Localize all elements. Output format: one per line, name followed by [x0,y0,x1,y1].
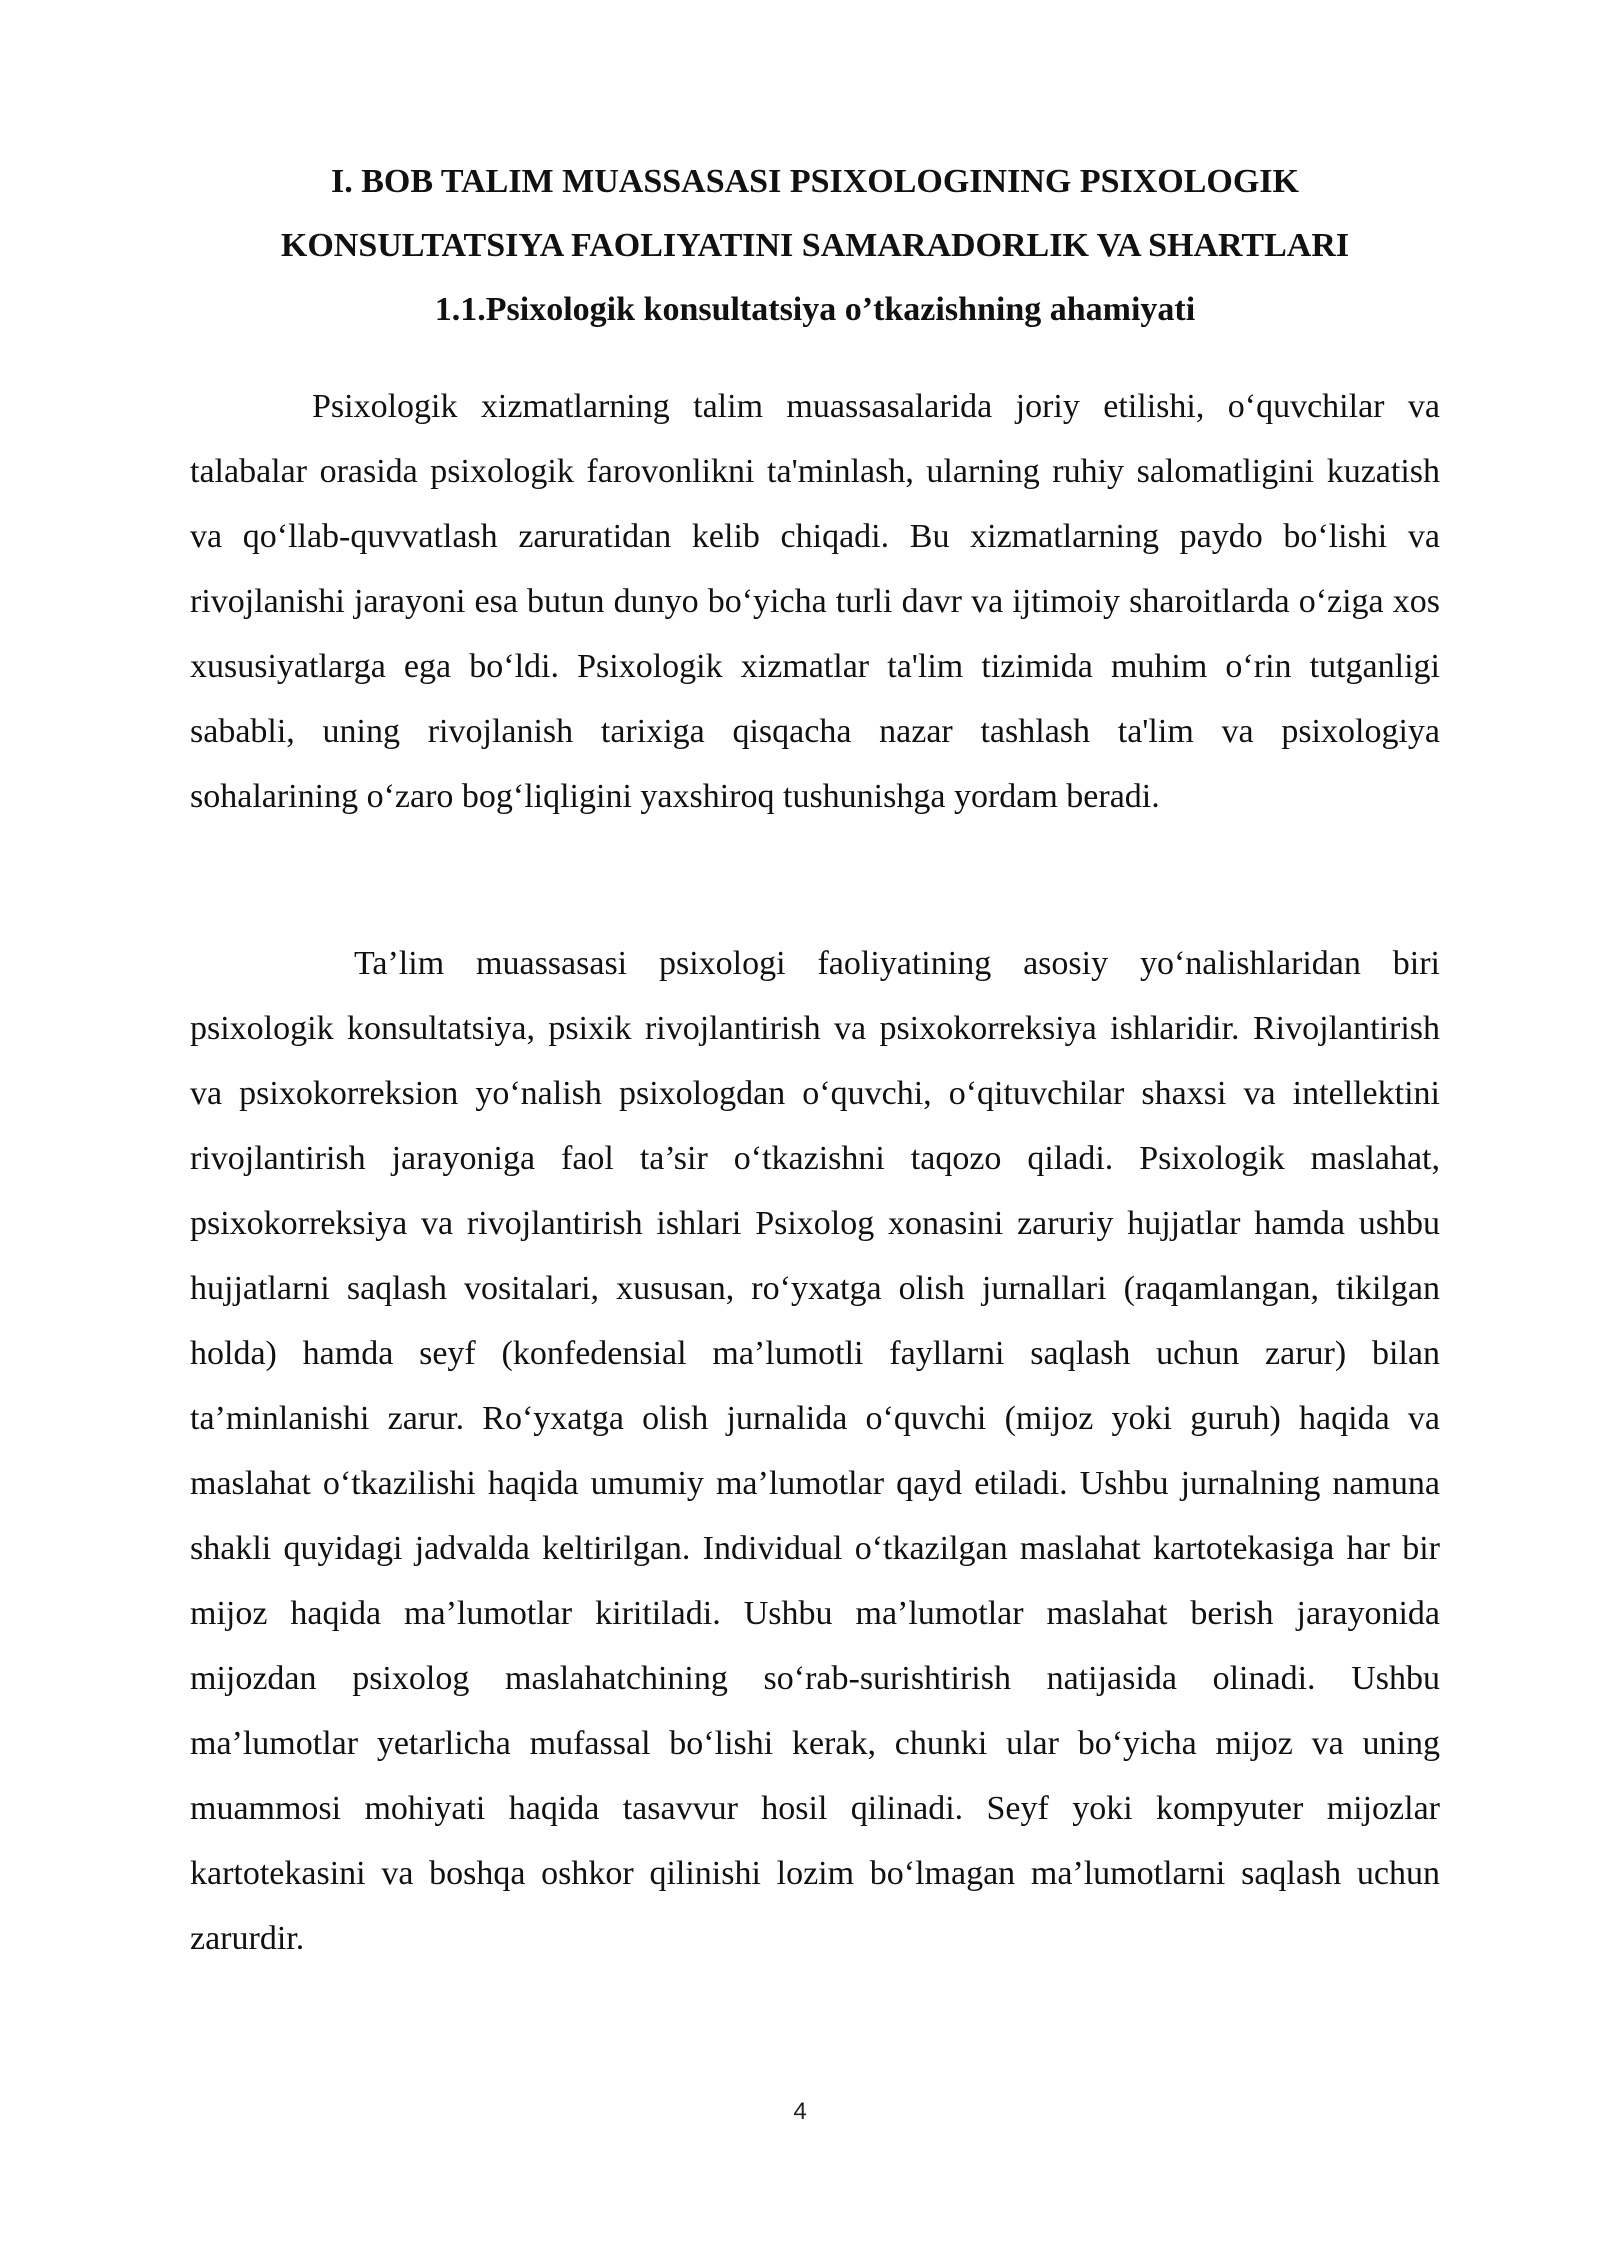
body-paragraph-2: Ta’lim muassasasi psixologi faoliyatining asosiy yo‘nalishlaridan biri psixologik konsultatsiya, psixik rivojlantirish va psixokorreksiya ishlaridir. Rivojlantirish va psixokorreksion yo‘nalish psixologdan o‘quvchi, o‘qituvchilar shaxsi va intellektini rivojlantirish jarayoniga faol ta’sir o‘tkazishni taqozo qiladi. Psixologik maslahat, psixokorreksiya va rivojlantirish ishlari Psixolog xonasini zaruriy hujjatlar hamda ushbu hujjatlarni saqlash vositalari, xususan, ro‘yxatga olish jurnallari (raqamlangan, tikilgan holda) hamda seyf (konfedensial ma’lumotli fayllarni saqlash uchun zarur) bilan ta’minlanishi zarur. Ro‘yxatga olish jurnalida o‘quvchi (mijoz yoki guruh) haqida va maslahat o‘tkazilishi haqida umumiy ma’lumotlar qayd etiladi. Ushbu jurnalning namuna shakli quyidagi jadvalda keltirilgan. Individual o‘tkazilgan maslahat kartotekasiga har bir mijoz haqida ma’lumotlar kiritiladi. Ushbu ma’lumotlar maslahat berish jarayonida mijozdan psixolog maslahatchining so‘rab-surishtirish natijasida olinadi. Ushbu ma’lumotlar yetarlicha mufassal bo‘lishi kerak, chunki ular bo‘yicha mijoz va uning muammosi mohiyati haqida tasavvur hosil qilinadi. Seyf yoki kompyuter mijozlar kartotekasini va boshqa oshkor qilinishi lozim bo‘lmagan ma’lumotlarni saqlash uchun zarurdir. [190,945,1440,1957]
page-number: 4 [793,2098,807,2125]
chapter-heading [190,150,1440,342]
body-paragraph-1: Psixologik xizmatlarning talim muassasalarida joriy etilishi, o‘quvchilar va talabalar orasida psixologik farovonlikni ta'minlash, ularning ruhiy salomatligini kuzatish va qo‘llab-quvvatlash zaruratidan kelib chiqadi. Bu xizmatlarning paydo bo‘lishi va rivojlanishi jarayoni esa butun dunyo bo‘yicha turli davr va ijtimoiy sharoitlarda o‘ziga xos xususiyatlarga ega bo‘ldi. Psixologik xizmatlar ta'lim tizimida muhim o‘rin tutganligi sababli, uning rivojlanish tarixiga qisqacha nazar tashlash ta'lim va psixologiya sohalarining o‘zaro bog‘liqligini yaxshiroq tushunishga yordam beradi. [190,388,1440,815]
chapter-title-line-2: KONSULTATSIYA FAOLIYATINI SAMARADORLIK VA SHARTLARI [280,227,1350,264]
chapter-title-line-1: I. BOB TALIM MUASSASASI PSIXOLOGINING PSIXOLOGIK [331,163,1299,200]
section-title: 1.1.Psixologik konsultatsiya o’tkazishning ahamiyati [434,291,1196,328]
